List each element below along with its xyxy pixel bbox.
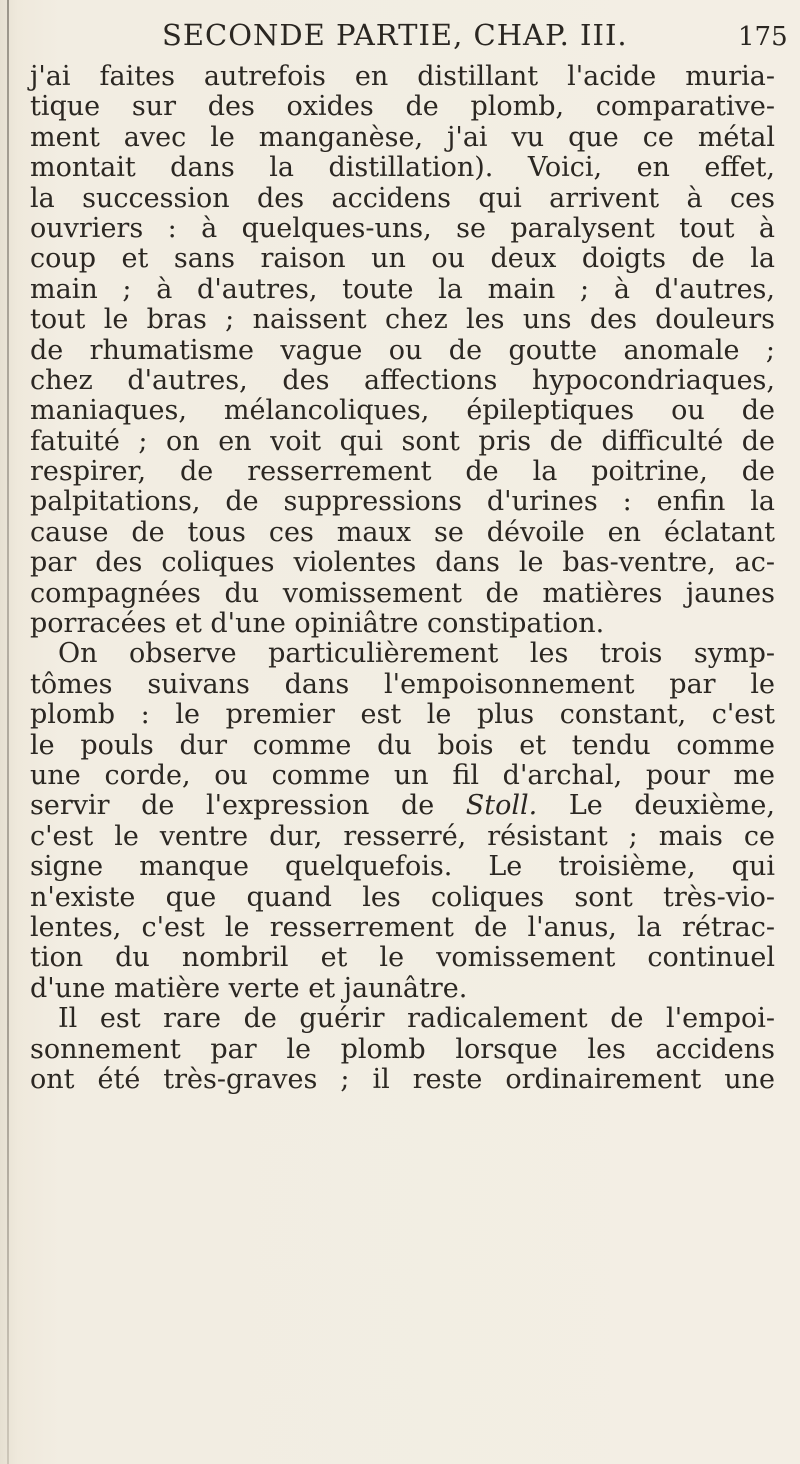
text-line: ouvriers : à quelques-uns, se paralysent tout à [30,212,775,244]
paragraph-1 [30,62,775,639]
text-line: j'ai faites autrefois en distillant l'acide muria- [30,61,775,92]
text-line: de rhumatisme vague ou de goutte anomale ; [30,334,775,366]
text-line: c'est le ventre dur, resserré, résistant ; mais ce [30,820,775,852]
text-line: sonnement par le plomb lorsque les accidens [30,1033,775,1065]
text-line: Il est rare de guérir radicalement de l'empoi- [58,1003,775,1035]
text-line-with-citation [30,791,775,821]
text-line: cause de tous ces maux se dévoile en éclatant [30,516,775,548]
page-header [0,18,800,58]
text-line: le pouls dur comme du bois et tendu comme [30,729,775,761]
cited-author: Stoll. [465,790,538,822]
text-line: n'existe que quand les coliques sont très-vio- [30,881,775,913]
text-line: signe manque quelquefois. Le troisième, qui [30,851,775,883]
text-line: plomb : le premier est le plus constant, c'est [30,699,775,731]
text-line: ment avec le manganèse, j'ai vu que ce métal [30,121,775,153]
text-segment: Le deuxième, [537,790,775,822]
text-line: d'une matière verte et jaunâtre. [30,972,468,1004]
text-line: par des coliques violentes dans le bas-ventre, ac- [30,547,775,579]
text-line: la succession des accidens qui arrivent à ces [30,182,775,214]
text-line: lentes, c'est le resserrement de l'anus, la rétrac- [30,911,775,943]
page-number: 175 [738,22,788,52]
text-line: une corde, ou comme un fil d'archal, pour me [30,759,775,791]
text-line: coup et sans raison un ou deux doigts de la [30,243,775,275]
paragraph-2 [30,639,775,1004]
paragraph-3 [30,1004,775,1095]
text-line: tion du nombril et le vomissement continuel [30,942,775,974]
text-line: maniaques, mélancoliques, épileptiques ou de [30,395,775,427]
text-line: ont été très-graves ; il reste ordinairement une [30,1063,775,1095]
body-text [30,62,775,1095]
text-line: tômes suivans dans l'empoisonnement par le [30,668,775,700]
running-head: SECONDE PARTIE, CHAP. III. [162,18,628,52]
text-line: palpitations, de suppressions d'urines : enfin la [30,486,775,518]
text-segment: servir de l'expression de [30,790,466,822]
text-line: chez d'autres, des affections hypocondriaques, [30,364,775,396]
text-line: On observe particulièrement les trois symp- [58,638,775,670]
text-line: fatuité ; on en voit qui sont pris de difficulté de [30,425,775,457]
text-line: compagnées du vomissement de matières jaunes [30,577,775,609]
text-line: tout le bras ; naissent chez les uns des douleurs [30,304,775,336]
text-line: respirer, de resserrement de la poitrine, de [30,456,775,488]
binding-gutter [7,0,9,1464]
text-line: montait dans la distillation). Voici, en effet, [30,152,775,184]
text-line: porracées et d'une opiniâtre constipation. [30,608,605,640]
text-line: main ; à d'autres, toute la main ; à d'autres, [30,273,775,305]
text-line: tique sur des oxides de plomb, comparative- [30,91,775,123]
